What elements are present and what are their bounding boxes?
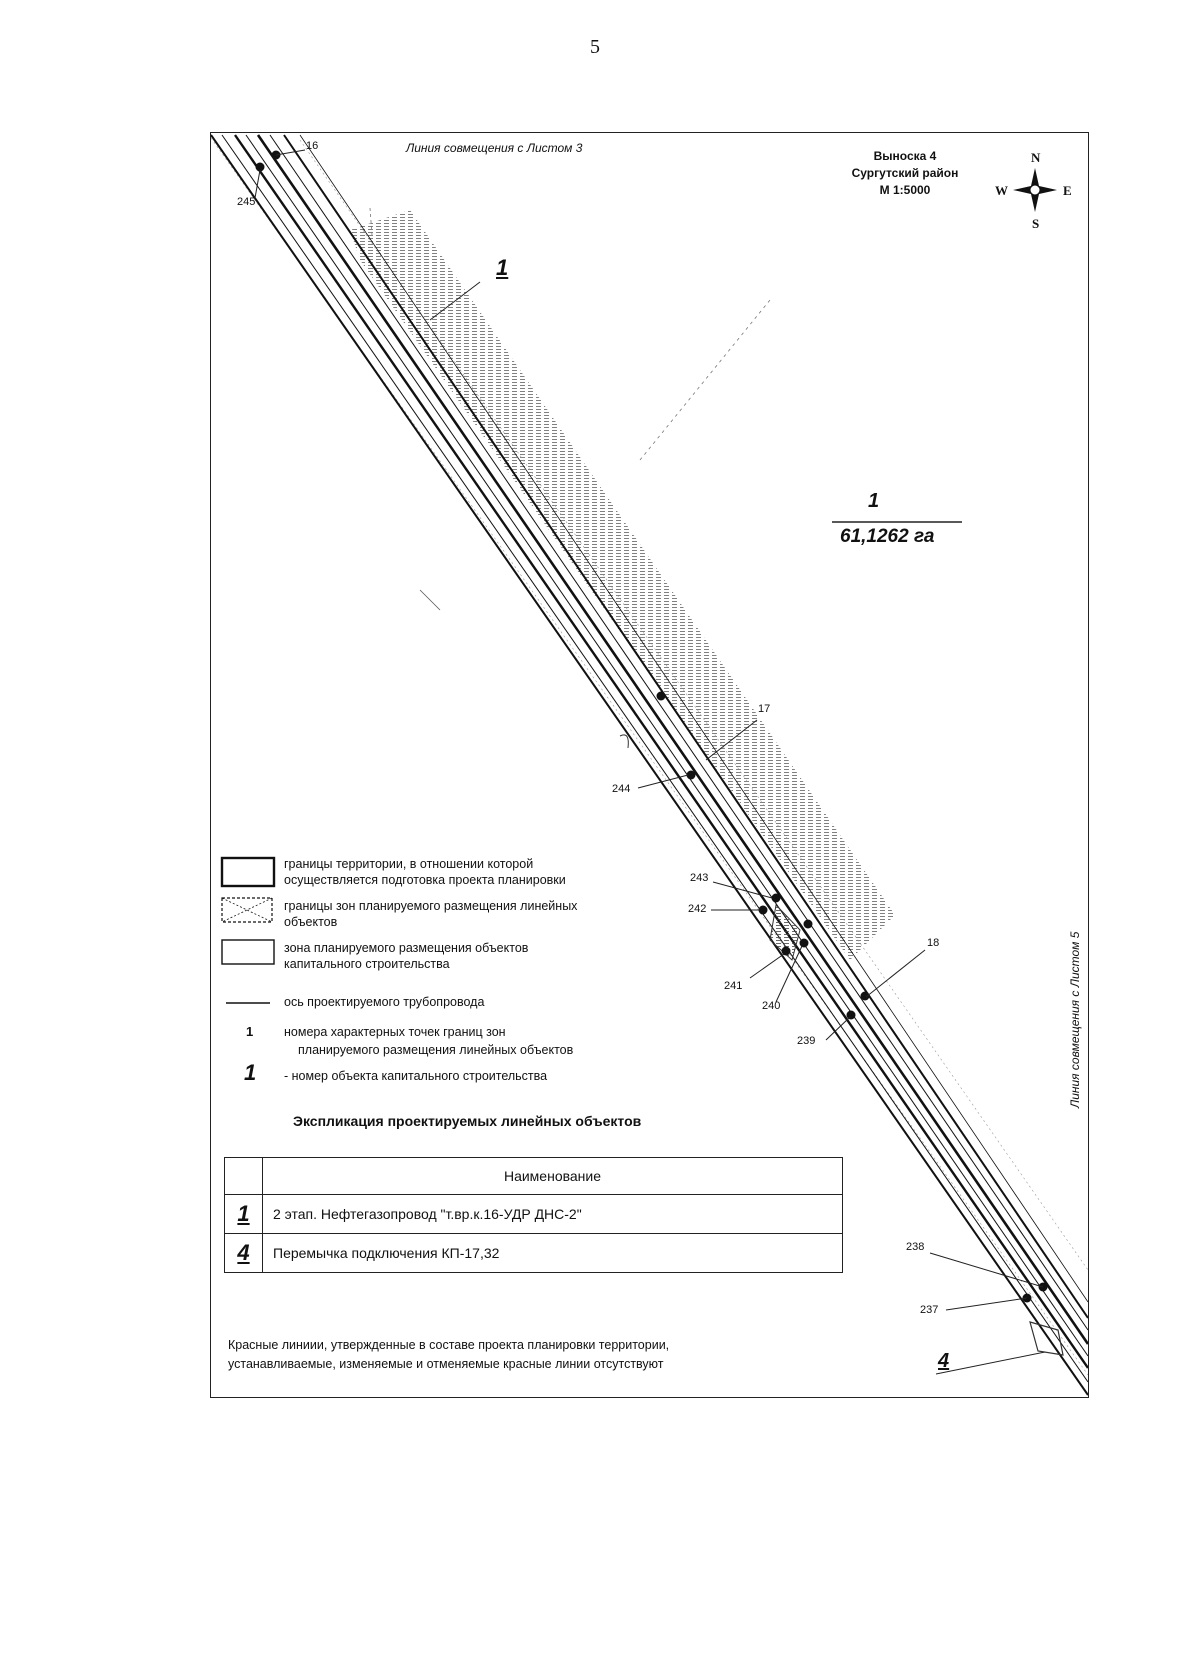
compass-n: N xyxy=(1031,150,1041,165)
object-number: 1 xyxy=(237,1201,250,1226)
table-row xyxy=(225,1234,843,1273)
overlap-line-sheet3-label: Линия совмещения с Листом 3 xyxy=(406,141,583,155)
point-label: 243 xyxy=(690,872,709,884)
table-cell-number xyxy=(225,1234,263,1273)
point-label: 237 xyxy=(920,1304,939,1316)
legend-text: границы зон планируемого размещения линейных xyxy=(284,899,578,913)
compass xyxy=(995,150,1073,230)
table-cell-number xyxy=(225,1195,263,1234)
table-header-row xyxy=(225,1158,843,1195)
area-object-number: 1 xyxy=(868,490,880,512)
table-cell-name: Перемычка подключения КП-17,32 xyxy=(263,1234,843,1273)
note-line: Красные линиии, утвержденные в составе проекта планировки территории, xyxy=(228,1338,670,1352)
overlap-line-sheet5-label: Линия совмещения с Листом 5 xyxy=(1068,931,1082,1108)
point-label: 238 xyxy=(906,1241,925,1253)
legend-item-territory-boundary xyxy=(222,856,702,888)
legend-symbol: 1 xyxy=(244,1060,257,1085)
point-label: 17 xyxy=(758,703,771,715)
point-label: 244 xyxy=(612,783,631,795)
table-cell-name: 2 этап. Нефтегазопровод "т.вр.к.16-УДР ДНС-2" xyxy=(263,1195,843,1234)
point-label: 16 xyxy=(306,140,319,152)
explication-title: Экспликация проектируемых линейных объектов xyxy=(293,1113,642,1129)
explication-table xyxy=(224,1157,843,1273)
legend-text: планируемого размещения линейных объектов xyxy=(298,1043,574,1057)
callout-scale: М 1:5000 xyxy=(879,183,931,197)
compass-e: E xyxy=(1063,183,1072,198)
area-value: 61,1262 га xyxy=(840,526,935,547)
object-number: 4 xyxy=(237,1240,250,1265)
legend-text: - номер объекта капитального строительства xyxy=(284,1069,548,1083)
object-label-1-upper: 1 xyxy=(496,255,509,280)
legend-item-capital-construction-zone xyxy=(222,940,702,972)
compass-w: W xyxy=(995,183,1008,198)
note-line: устанавливаемые, изменяемые и отменяемые красные линии отсутствуют xyxy=(228,1357,664,1371)
page-number: 5 xyxy=(590,36,600,58)
point-label: 242 xyxy=(688,903,707,915)
legend-text: ось проектируемого трубопровода xyxy=(284,995,485,1009)
point-label: 239 xyxy=(797,1035,816,1047)
legend-text: осуществляется подготовка проекта планировки xyxy=(284,873,566,887)
point-markers xyxy=(256,151,1048,1303)
callout-district: Сургутский район xyxy=(851,166,959,180)
legend-symbol: 1 xyxy=(246,1024,254,1039)
object-label-4: 4 xyxy=(938,1350,950,1372)
legend-item-pipeline-axis xyxy=(222,994,702,1012)
callout-block xyxy=(830,148,980,199)
point-label: 18 xyxy=(927,937,940,949)
compass-s: S xyxy=(1032,216,1040,231)
legend-item-linear-zone-boundary xyxy=(222,898,702,930)
table-row xyxy=(225,1195,843,1234)
planned-zone-hatch xyxy=(350,210,895,960)
legend-text: зона планируемого размещения объектов xyxy=(284,941,529,955)
callout-title: Выноска 4 xyxy=(873,149,937,163)
point-label: 241 xyxy=(724,980,743,992)
point-label: 240 xyxy=(762,1000,781,1012)
red-lines-note xyxy=(228,1336,669,1374)
table-header-cell xyxy=(225,1158,263,1195)
table-header-cell: Наименование xyxy=(263,1158,843,1195)
legend-text: капитального строительства xyxy=(284,957,450,971)
legend-text: объектов xyxy=(284,915,338,929)
point-label: 245 xyxy=(237,196,256,208)
legend-item-point-numbers xyxy=(222,1024,702,1058)
legend-text: номера характерных точек границ зон xyxy=(284,1025,506,1039)
legend-item-object-number xyxy=(222,1060,702,1090)
legend-text: границы территории, в отношении которой xyxy=(284,857,534,871)
